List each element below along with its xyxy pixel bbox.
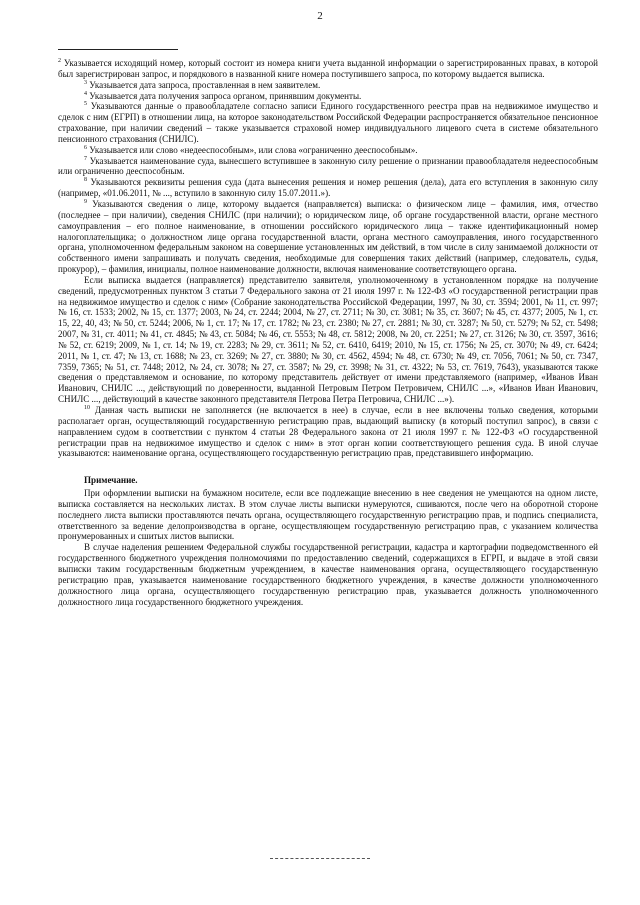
footnote-number: 4 <box>84 90 87 97</box>
footnote <box>58 101 598 144</box>
footnote <box>58 80 598 91</box>
footnote-text: Указывается исходящий номер, который состоит из номера книги учета выданной информации о зарегистрированных правах, в которой был зарегистрирован запрос, и порядкового в названной книге номера поступившего запроса, по которому выдается выписка. <box>58 58 598 79</box>
footnote-text: Указывается дата получения запроса органом, принявшим документы. <box>89 90 362 101</box>
footnote-separator <box>58 49 178 50</box>
note-paragraph: При оформлении выписки на бумажном носителе, если все подлежащие внесению в нее сведения не умещаются на одном листе, выписка составляется на нескольких листах. В этом случае листы выписки нумеруются, сшиваются, после чего на оборотной стороне последнего листа выписки проставляются печать органа, осуществляющего государственную регистрацию прав, и подпись специалиста, ответственного за ведение делопроизводства в органе, осуществляющем государственную регистрацию прав, с указанием количества пронумерованных и сшитых листов выписки. <box>58 488 598 542</box>
footnote-number: 10 <box>84 404 90 411</box>
footnote-text: Указывается наименование суда, вынесшего вступившее в законную силу решение о признании правообладателя недееспособным или ограниченно дееспособным. <box>58 155 598 177</box>
footnote-text: Указывается или слово «недееспособным», или слова «ограниченно дееспособным». <box>89 144 418 155</box>
footnote <box>58 405 598 459</box>
footnote-number: 2 <box>58 57 61 64</box>
footnote-text: Указывается дата запроса, проставленная в нем заявителем. <box>89 79 321 90</box>
footnote-text: Указываются сведения о лице, которому выдается (направляется) выписка: о физическом лице – фамилия, имя, отчество (последнее – при наличии), сведения СНИЛС (при наличии); о юридическом лице, об органе государственной власти, органе местного самоуправления – его полное наименование, в отношении российского юридического лица – также идентификационный номер налогоплательщика; о должностном лице органа государственной власти, органа местного самоуправления, иного государственного органа, уполномоченном федеральным законом на совершение установленных им действий, в том числе в силу занимаемой должности от собственного имени запрашивать и получать сведения, необходимые для совершения таких действий (например, следователь, судья, прокурор), – фамилия, инициалы, полное наименование должности, включая наименование соответствующего органа. <box>58 198 598 275</box>
footnote-text: Указываются реквизиты решения суда (дата вынесения решения и номер решения (дела), дата его вступления в законную силу (например, «01.06.2011, № ..., вступило в законную силу 15.07.2011.»). <box>58 177 598 199</box>
footnote-text: Данная часть выписки не заполняется (не включается в нее) в случае, если в нее включены только сведения, которыми располагает орган, осуществляющий государственную регистрацию прав, выдающий выписку (в который поступил запрос), в связи с направлением судом в соответствии с пунктом 4 статьи 28 Федерального закона от 21 июля 1997 г. № 122-ФЗ «О государственной регистрации прав на недвижимое имущество и сделок с ним» в этот орган копии соответствующего решения суда. В иной случае указываются: наименование органа, осуществляющего государственную регистрацию прав, представившего информацию. <box>58 405 599 459</box>
footnote-number: 5 <box>84 101 87 108</box>
footnote <box>58 58 598 80</box>
page-content <box>58 58 598 607</box>
representative-paragraph: Если выписка выдается (направляется) представителю заявителя, уполномоченному в установленном порядке на получение сведений, предусмотренных пунктом 3 статьи 7 Федерального закона от 21 июля 1997 г. № 122-ФЗ «О государственной регистрации прав на недвижимое имущество и сделок с ним» (Собрание законодательства Российской Федерации, 1997, № 30, ст. 3594; 2001, № 11, ст. 997; № 16, ст. 1533; 2002, № 15, ст. 1377; 2003, № 24, ст. 2244; 2004, № 27, ст. 2711; № 30, ст. 3081; № 35, ст. 3607; № 45, ст. 4377; 2005, № 1, ст. 15, 22, 40, 43; № 50, ст. 5244; 2006, № 1, ст. 17; № 17, ст. 1782; № 23, ст. 2380; № 27, ст. 2881; № 30, ст. 3287; № 50, ст. 5279; № 52, ст. 5498; 2007, № 31, ст. 4011; № 41, ст. 4845; № 43, ст. 5084; № 46, ст. 5553; № 48, ст. 5812; 2008, № 20, ст. 2251; № 27, ст. 3126; № 30, ст. 3597, 3616; № 52, ст. 6219; 2009, № 1, ст. 14; № 19, ст. 2283; № 29, ст. 3611; № 52, ст. 6410, 6419; 2010, № 15, ст. 1756; № 25, ст. 3070; № 49, ст. 6424; 2011, № 1, ст. 47; № 13, ст. 1688; № 23, ст. 3269; № 27, ст. 3880; № 30, ст. 4562, 4594; № 48, ст. 6730; № 49, ст. 7056, 7061; № 50, ст. 7347, 7359, 7365; № 51, ст. 7448; 2012, № 24, ст. 3078; № 27, ст. 3587; № 29, ст. 3998; № 31, ст. 4322; № 53, ст. 7619, 7643), указываются также сведения о представляемом и основание, по которому представитель действует от имени представляемого (например, «Иванов Иван Иванович, СНИЛС ..., действующий по доверенности, выданной Петровым Петром Петровичем, СНИЛС ...», «Иванов Иван Иванович, СНИЛС ..., действующий в качестве законного представителя Петрова Петра Петровича, СНИЛС ...»). <box>58 274 598 405</box>
footnote-number: 3 <box>84 79 87 86</box>
footnote <box>58 145 598 156</box>
footnote-number: 6 <box>84 144 87 151</box>
footnote-number: 8 <box>84 177 87 184</box>
footnote <box>58 199 598 275</box>
footnote-number: 7 <box>84 155 87 162</box>
end-of-text-rule <box>270 858 370 859</box>
footnote-text: Указываются данные о правообладателе согласно записи Единого государственного реестра прав на недвижимое имущество и сделок с ним (ЕГРП) в отношении лица, на которое законодательством Российской Федерации распространяется обязательное пенсионное страхование, при наличии сведений – также указывается страховой номер индивидуального лицевого счета в системе обязательного пенсионного страхования (СНИЛС). <box>58 101 599 144</box>
note-paragraph: В случае наделения решением Федеральной службы государственной регистрации, кадастра и картографии подведомственного ей государственного бюджетного учреждения полномочиями по предоставлению сведений, содержащихся в ЕГРП, и выдаче в этой связи выписки таким государственным бюджетным учреждением, в качестве наименования органа, осуществляющего государственную регистрацию прав, указывается наименование государственного бюджетного учреждения, в качестве должности уполномоченного должностного лица органа, осуществляющего государственную регистрацию прав, указывается должность уполномоченного должностного лица государственного бюджетного учреждения. <box>58 542 598 607</box>
footnote <box>58 177 598 199</box>
note-title: Примечание. <box>84 475 138 486</box>
footnote-number: 9 <box>84 198 87 205</box>
footnote <box>58 91 598 102</box>
page-number: 2 <box>317 10 323 22</box>
footnote <box>58 156 598 178</box>
